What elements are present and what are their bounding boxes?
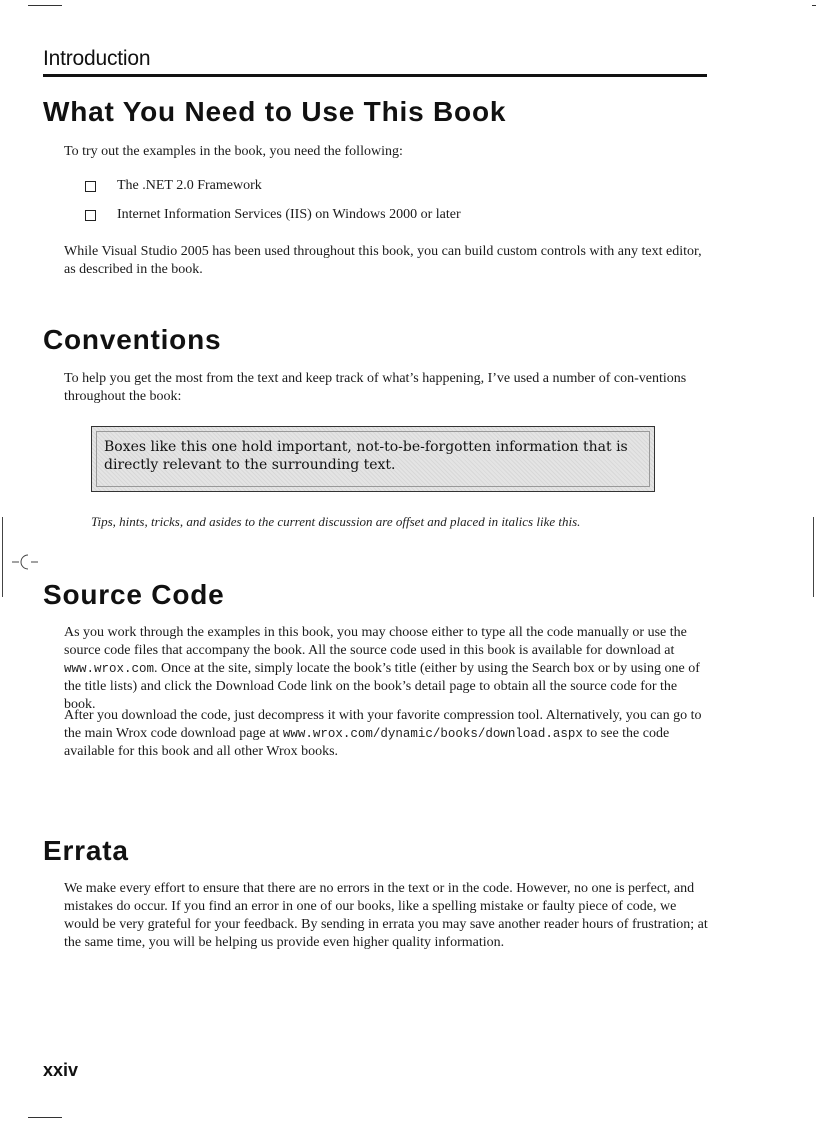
text-run: After you download the code, just decompress it with your favorite compression tool. Alternatively, you can go to the main Wrox code download page at <box>64 708 702 741</box>
checkbox-bullet-icon <box>85 210 96 221</box>
margin-rule-left <box>2 517 3 597</box>
need-intro: To try out the examples in the book, you need the following: <box>64 144 403 159</box>
list-item <box>85 206 461 224</box>
section-title-errata: Errata <box>43 835 129 866</box>
registration-mark-icon <box>12 552 38 572</box>
need-closing: While Visual Studio 2005 has been used throughout this book, you can build custom controls with any text editor, as described in the book. <box>64 244 702 277</box>
section-title-need: What You Need to Use This Book <box>43 96 507 127</box>
text-run: to see the code available for this book and all other Wrox books. <box>64 726 670 759</box>
section-title-source-code: Source Code <box>43 579 225 610</box>
text-run: As you work through the examples in this book, you may choose either to type all the code manually or use the source code files that accompany the book. All the source code used in this book is available for download at <box>64 625 687 658</box>
requirements-list <box>85 177 461 235</box>
url-link: www.wrox.com/dynamic/books/download.aspx <box>282 727 583 741</box>
text-run: . Once at the site, simply locate the book’s title (either by using the Search box or by using one of the title lists) and click the Download Code link on the book’s detail page to obtain all the source code for the book. <box>64 661 700 712</box>
list-item-text: Internet Information Services (IIS) on Windows 2000 or later <box>117 207 461 222</box>
margin-rule-right <box>813 517 814 597</box>
list-item <box>85 177 461 195</box>
errata-paragraph: We make every effort to ensure that there are no errors in the text or in the code. However, no one is perfect, and mistakes do occur. If you find an error in one of our books, like a spelling mistake or faulty piece of code, we would be very grateful for your feedback. By sending in errata you may save another reader hours of frustration; at the same time, you will be helping us provide even higher quality information. <box>64 881 708 950</box>
crop-mark-top-right <box>812 5 816 6</box>
source-paragraph-2 <box>64 707 712 761</box>
checkbox-bullet-icon <box>85 181 96 192</box>
crop-mark-bottom-left <box>28 1117 62 1118</box>
important-note-box <box>91 426 655 492</box>
crop-mark-top-left <box>28 5 62 6</box>
url-link: www.wrox.com <box>64 662 155 676</box>
tip-text: Tips, hints, tricks, and asides to the current discussion are offset and placed in italics like this. <box>91 514 581 529</box>
page-number: xxiv <box>43 1060 79 1080</box>
conventions-intro: To help you get the most from the text and keep track of what’s happening, I’ve used a number of con-ventions throughout the book: <box>64 371 687 404</box>
note-text: Boxes like this one hold important, not-to-be-forgotten information that is directly relevant to the surrounding text. <box>104 439 628 473</box>
list-item-text: The .NET 2.0 Framework <box>117 178 262 193</box>
section-title-conventions: Conventions <box>43 324 222 355</box>
source-paragraph-1 <box>64 624 712 714</box>
running-head: Introduction <box>43 47 707 77</box>
